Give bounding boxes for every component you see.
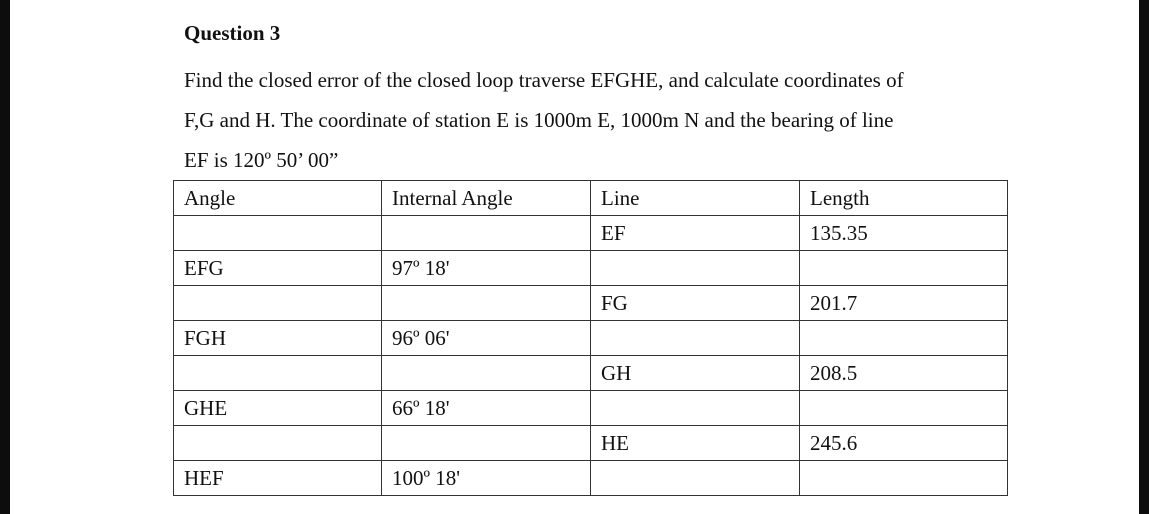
cell-length [800, 461, 1008, 496]
table-row [174, 251, 1008, 286]
header-line: Line [591, 181, 800, 216]
cell-internal-angle [382, 286, 591, 321]
cell-line: GH [591, 356, 800, 391]
cell-internal-angle: 100º 18' [382, 461, 591, 496]
question-text-line: F,G and H. The coordinate of station E is 1000m E, 1000m N and the bearing of line [184, 108, 894, 132]
cell-line [591, 391, 800, 426]
cell-length [800, 321, 1008, 356]
cell-internal-angle: 66º 18' [382, 391, 591, 426]
cell-length: 135.35 [800, 216, 1008, 251]
cell-internal-angle [382, 216, 591, 251]
cell-line [591, 321, 800, 356]
question-text-line: EF is 120º 50’ 00” [184, 148, 339, 172]
header-length: Length [800, 181, 1008, 216]
table-row [174, 356, 1008, 391]
header-angle: Angle [174, 181, 382, 216]
cell-length [800, 391, 1008, 426]
right-window-edge [1139, 0, 1149, 514]
cell-angle: EFG [174, 251, 382, 286]
left-window-edge [0, 0, 10, 514]
cell-line: HE [591, 426, 800, 461]
cell-angle [174, 216, 382, 251]
table-row [174, 216, 1008, 251]
cell-angle [174, 356, 382, 391]
cell-line [591, 251, 800, 286]
cell-internal-angle: 97º 18' [382, 251, 591, 286]
cell-line: FG [591, 286, 800, 321]
cell-length: 208.5 [800, 356, 1008, 391]
cell-length: 201.7 [800, 286, 1008, 321]
cell-line [591, 461, 800, 496]
cell-internal-angle: 96º 06' [382, 321, 591, 356]
cell-length: 245.6 [800, 426, 1008, 461]
question-heading: Question 3 [184, 21, 281, 45]
header-internal-angle: Internal Angle [382, 181, 591, 216]
table-row [174, 391, 1008, 426]
traverse-table [173, 180, 1008, 496]
table-row [174, 321, 1008, 356]
cell-internal-angle [382, 426, 591, 461]
question-text [184, 60, 1014, 180]
table-header-row [174, 181, 1008, 216]
cell-line: EF [591, 216, 800, 251]
cell-length [800, 251, 1008, 286]
table-row [174, 461, 1008, 496]
table-row [174, 286, 1008, 321]
cell-angle: GHE [174, 391, 382, 426]
document-body [184, 18, 1014, 180]
cell-angle: FGH [174, 321, 382, 356]
table-row [174, 426, 1008, 461]
cell-angle [174, 286, 382, 321]
question-text-line: Find the closed error of the closed loop traverse EFGHE, and calculate coordinates of [184, 68, 904, 92]
cell-angle [174, 426, 382, 461]
cell-angle: HEF [174, 461, 382, 496]
cell-internal-angle [382, 356, 591, 391]
